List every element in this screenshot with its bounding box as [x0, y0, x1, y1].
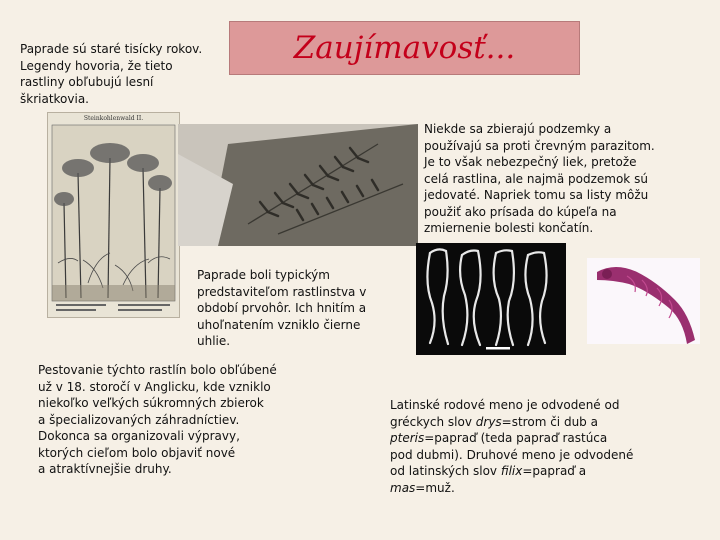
etymology-line — [390, 463, 633, 480]
term-filix: filix — [500, 464, 523, 478]
title-box — [229, 21, 580, 75]
parasite-closeup-illustration — [587, 258, 700, 344]
cultivation-line: a atraktívnejšie druhy. — [38, 462, 172, 476]
fossil-line: období prvohôr. Ich hnitím a — [197, 301, 367, 315]
etymology-line5-pre: od latinských slov — [390, 464, 501, 478]
term-mas: mas — [390, 480, 416, 495]
etymology-line — [390, 397, 633, 414]
fossil-line: uhlie. — [197, 334, 231, 348]
etymology-line — [390, 414, 633, 431]
etymology-text — [390, 397, 633, 496]
etymology-line — [390, 447, 633, 464]
parasite-line: použiť ako prísada do kúpeľa na — [424, 204, 617, 219]
parasite-line: Niekde sa zbierajú podzemky a — [424, 122, 612, 136]
cultivation-line: už v 18. storočí v Anglicku, kde vzniklo — [38, 379, 271, 394]
tapeworm-illustration — [416, 243, 566, 355]
prehistoric-forest-engraving — [47, 112, 180, 318]
etymology-line5-post: =papraď a — [522, 464, 587, 478]
cultivation-line: niekoľko veľkých súkromných zbierok — [38, 396, 264, 410]
fossil-line: predstaviteľom rastlinstva v — [197, 284, 367, 299]
etymology-line2-post: =strom či dub a — [501, 414, 598, 429]
cultivation-line: ktorých cieľom bolo objaviť nové — [38, 445, 236, 460]
cultivation-line: Dokonca sa organizovali výpravy, — [38, 429, 240, 443]
parasite-closeup-photo — [587, 258, 700, 344]
tapeworm-photo — [416, 243, 566, 355]
parasite-line: celá rastlina, ale najmä podzemok sú — [424, 171, 648, 186]
etymology-line2-pre: gréckych slov — [390, 414, 476, 429]
cultivation-line: Pestovanie týchto rastlín bolo obľúbené — [38, 363, 277, 377]
fossil-illustration — [178, 124, 418, 246]
intro-line: Legendy hovoria, že tieto — [20, 58, 173, 73]
fern-fossil-photo — [178, 124, 418, 246]
cultivation-text — [38, 362, 277, 478]
etymology-line — [390, 430, 633, 447]
engraving-illustration — [48, 113, 179, 317]
cultivation-line: a špecializovaných záhradníctiev. — [38, 412, 240, 427]
parasite-line: používajú sa proti črevným parazitom. — [424, 138, 655, 153]
etymology-line — [390, 480, 633, 497]
intro-line: rastliny obľubujú lesní — [20, 75, 154, 89]
etymology-line1: Latinské rodové meno je odvodené od — [390, 398, 620, 412]
parasite-line: Je to však nebezpečný liek, pretože — [424, 155, 637, 169]
parasite-text — [424, 121, 655, 237]
slide-title: Zaujímavosť... — [293, 30, 516, 66]
engraving-caption: Steinkohlenwald II. — [83, 115, 144, 122]
fossil-line: uhoľnatením vzniklo čierne — [197, 317, 361, 332]
intro-text — [20, 41, 202, 107]
parasite-line: jedovaté. Napriek tomu sa listy môžu — [424, 188, 649, 202]
etymology-line6-post: =muž. — [415, 480, 455, 495]
term-drys: drys — [475, 414, 502, 429]
term-pteris: pteris — [390, 431, 425, 445]
parasite-line: zmiernenie bolesti končatín. — [424, 221, 594, 235]
fossil-line: Paprade boli typickým — [197, 268, 330, 282]
intro-line: škriatkovia. — [20, 91, 89, 106]
fossil-text — [197, 267, 366, 350]
intro-line: Paprade sú staré tisícky rokov. — [20, 42, 203, 56]
etymology-line3-post: =papraď (teda papraď rastúca — [424, 431, 608, 445]
etymology-line4: pod dubmi). Druhové meno je odvodené — [390, 447, 634, 462]
